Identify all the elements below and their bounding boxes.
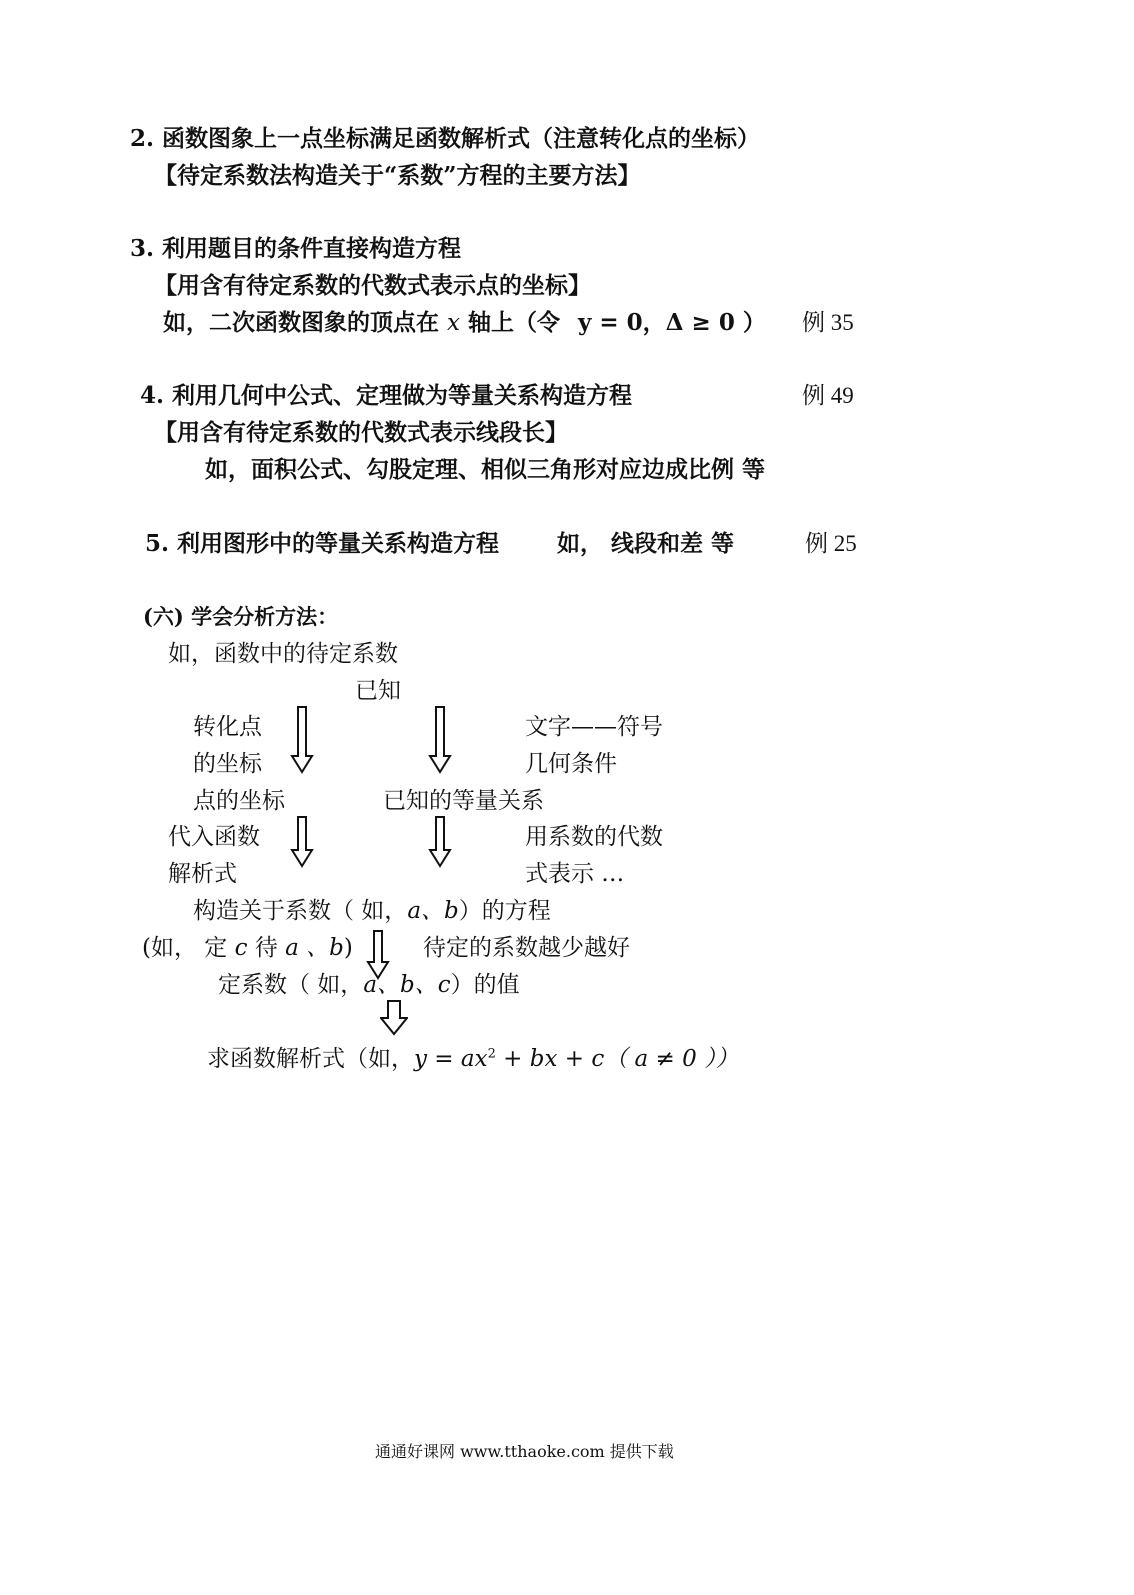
down-arrow-icon: [366, 930, 390, 980]
right-bottom-line-1: 用系数的代数: [525, 824, 663, 850]
solve-formula-exp: 2: [487, 1046, 496, 1062]
section-2-title: 2. 函数图象上一点坐标满足函数解析式（注意转化点的坐标）: [130, 125, 761, 152]
right-bottom-line-2: 式表示 …: [525, 861, 625, 887]
section-3-ref: 例 35: [802, 310, 854, 335]
construct-suffix: ）的方程: [458, 898, 551, 924]
left-top-line-1: 转化点: [193, 714, 262, 740]
determine-vars: a、b、c: [363, 972, 451, 998]
side-note: [142, 937, 353, 960]
section-5-title: 5. 利用图形中的等量关系构造方程: [145, 530, 500, 557]
side-note-prefix: (如， 定: [142, 935, 228, 961]
side-note-c: c: [234, 935, 248, 961]
solve-prefix: 求函数解析式（如，: [207, 1046, 414, 1072]
solve-function: [207, 1048, 739, 1071]
right-top-line-1: 文字——符号: [525, 714, 663, 740]
construct-equation: [193, 900, 551, 923]
section-5-example: 如， 线段和差 等: [557, 530, 735, 557]
determine-suffix: ）的值: [450, 972, 520, 998]
known-label: 已知: [355, 678, 401, 704]
construct-prefix: 构造关于系数（ 如，: [193, 898, 408, 924]
right-top-line-2: 几何条件: [525, 751, 617, 777]
section-3-title: 3. 利用题目的条件直接构造方程: [130, 235, 462, 262]
section-4-note: 【用含有待定系数的代数式表示线段长】: [154, 419, 568, 446]
section-6-heading: (六) 学会分析方法：: [143, 604, 339, 629]
section-3-example-mid: 轴上（令: [468, 309, 561, 336]
fewer-coefficients-note: 待定的系数越少越好: [423, 935, 630, 961]
section-3-example-eq: y = 0，Δ ≥ 0 ）: [578, 309, 766, 336]
center-mid-label: 已知的等量关系: [383, 788, 544, 814]
section-5-ref: 例 25: [805, 531, 857, 556]
section-3-example-var: x: [447, 310, 460, 336]
section-3-note: 【用含有待定系数的代数式表示点的坐标】: [154, 272, 591, 299]
side-note-close: ): [343, 935, 353, 961]
solve-formula-rest: + bx + c（ a ≠ 0 ））: [495, 1046, 739, 1072]
down-arrow-icon: [428, 706, 452, 774]
section-4-example: 如，面积公式、勾股定理、相似三角形对应边成比例 等: [205, 456, 766, 483]
side-note-mid: 待: [254, 935, 278, 961]
section-3-example: [163, 311, 766, 335]
down-arrow-icon: [290, 706, 314, 774]
section-4-ref: 例 49: [802, 383, 854, 408]
left-bottom-line-2: 解析式: [168, 861, 237, 887]
footer: 通通好课网 www.tthaoke.com 提供下载: [375, 1442, 674, 1461]
section-3-example-prefix: 如，二次函数图象的顶点在: [163, 309, 439, 336]
side-note-ab: a 、b: [285, 935, 344, 961]
determine-prefix: 定系数（ 如，: [218, 972, 364, 998]
down-arrow-icon: [290, 816, 314, 868]
construct-vars: a、b: [407, 898, 459, 924]
left-top-line-2: 的坐标: [193, 751, 262, 777]
down-arrow-icon: [428, 816, 452, 868]
solve-formula-y: y = ax: [414, 1046, 488, 1072]
section-2-note: 【待定系数法构造关于“系数”方程的主要方法】: [154, 162, 641, 189]
section-4-title: 4. 利用几何中公式、定理做为等量关系构造方程: [140, 382, 633, 409]
section-6-intro: 如，函数中的待定系数: [168, 641, 398, 667]
left-bottom-line-1: 代入函数: [168, 824, 260, 850]
down-arrow-icon: [380, 1000, 408, 1036]
left-mid-label: 点的坐标: [193, 788, 285, 814]
